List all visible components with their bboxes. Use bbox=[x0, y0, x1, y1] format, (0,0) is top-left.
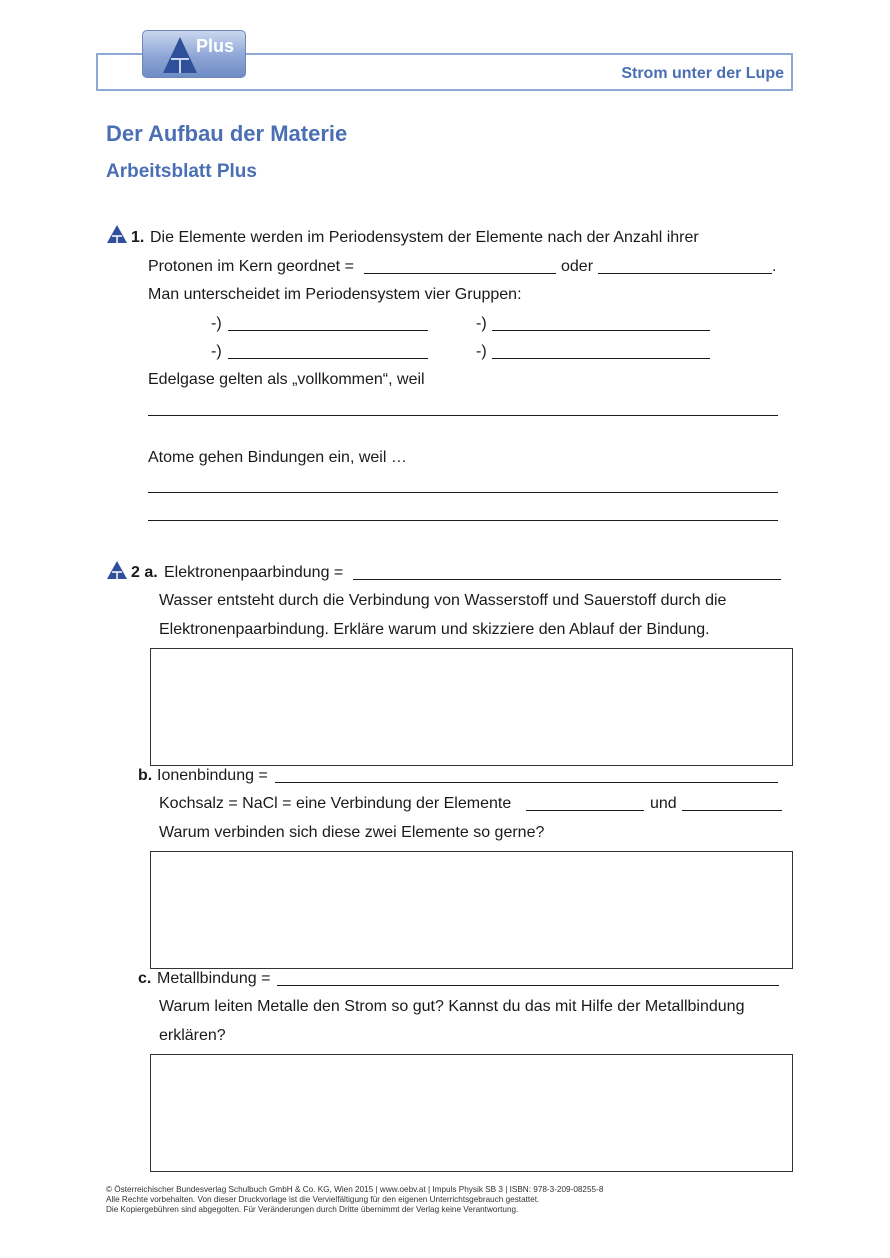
q1-line1: Die Elemente werden im Periodensystem der Elemente nach der Anzahl ihrer bbox=[150, 229, 699, 246]
element-blank-1[interactable] bbox=[526, 810, 644, 811]
q2b-text1: Kochsalz = NaCl = eine Verbindung der Elemente bbox=[159, 795, 512, 812]
page-title: Der Aufbau der Materie bbox=[106, 121, 348, 146]
q1-number: 1. bbox=[131, 229, 145, 246]
q2c-label: Metallbindung = bbox=[157, 970, 271, 987]
footer-line-2: Alle Rechte vorbehalten. Von dieser Druckvorlage ist die Vervielfältigung für den eigenen Unterrichtsgebrauch gestattet. bbox=[106, 1195, 540, 1204]
covalent-sketch-box[interactable] bbox=[150, 648, 793, 766]
logo-text: Plus bbox=[196, 36, 235, 56]
group-blank-1[interactable] bbox=[228, 330, 428, 331]
page-subtitle: Arbeitsblatt Plus bbox=[106, 161, 257, 182]
ionic-blank[interactable] bbox=[275, 782, 778, 783]
q2c-text1: Warum leiten Metalle den Strom so gut? Kannst du das mit Hilfe der Metallbindung bbox=[159, 998, 745, 1015]
q2a-text1: Wasser entsteht durch die Verbindung von Wasserstoff und Sauerstoff durch die bbox=[159, 592, 727, 609]
noble-answer-line[interactable] bbox=[148, 415, 778, 416]
group-blank-4[interactable] bbox=[492, 358, 710, 359]
metallic-blank[interactable] bbox=[277, 985, 779, 986]
q2a-number: 2 a. bbox=[131, 564, 158, 581]
q2b-text2: Warum verbinden sich diese zwei Elemente so gerne? bbox=[159, 824, 545, 841]
bonds-answer-line-1[interactable] bbox=[148, 492, 778, 493]
covalent-blank[interactable] bbox=[353, 579, 781, 580]
group-blank-2[interactable] bbox=[492, 330, 710, 331]
group-dash-1: -) bbox=[211, 315, 222, 332]
q2a-label: Elektronenpaarbindung = bbox=[164, 564, 344, 581]
q1-line2-end: . bbox=[772, 258, 777, 275]
bonds-answer-line-2[interactable] bbox=[148, 520, 778, 521]
element-blank-2[interactable] bbox=[682, 810, 782, 811]
q1-line2-pre: Protonen im Kern geordnet = bbox=[148, 258, 354, 275]
protons-blank-2[interactable] bbox=[598, 273, 772, 274]
group-dash-4: -) bbox=[476, 343, 487, 360]
protons-blank-1[interactable] bbox=[364, 273, 556, 274]
metallic-answer-box[interactable] bbox=[150, 1054, 793, 1172]
header-title: Strom unter der Lupe bbox=[621, 65, 784, 82]
footer-line-3: Die Kopiergebühren sind abgegolten. Für Veränderungen durch Dritte übernimmt der Verlag keine Verantwortung. bbox=[106, 1205, 519, 1214]
footer-line-1: © Österreichischer Bundesverlag Schulbuch GmbH & Co. KG, Wien 2015 | www.oebv.at | Impuls Physik SB 3 | ISBN: 978-3-209-08255-8 bbox=[106, 1185, 604, 1194]
q2b-label: Ionenbindung = bbox=[157, 767, 268, 784]
q1-line2-or: oder bbox=[561, 258, 594, 275]
q2a-text2: Elektronenpaarbindung. Erkläre warum und skizziere den Ablauf der Bindung. bbox=[159, 621, 710, 638]
plus-logo bbox=[142, 30, 246, 78]
plus-triangle-icon bbox=[106, 224, 128, 244]
q2b-and: und bbox=[650, 795, 677, 812]
plus-triangle-icon bbox=[106, 560, 128, 580]
q2c-number: c. bbox=[138, 970, 152, 987]
footer bbox=[106, 1185, 603, 1215]
group-dash-3: -) bbox=[211, 343, 222, 360]
q1-noble-gases: Edelgase gelten als „vollkommen“, weil bbox=[148, 371, 425, 388]
ionic-answer-box[interactable] bbox=[150, 851, 793, 969]
q1-bonds: Atome gehen Bindungen ein, weil … bbox=[148, 449, 407, 466]
group-blank-3[interactable] bbox=[228, 358, 428, 359]
q2c-text2: erklären? bbox=[159, 1027, 226, 1044]
q2b-number: b. bbox=[138, 767, 153, 784]
group-dash-2: -) bbox=[476, 315, 487, 332]
q1-line3: Man unterscheidet im Periodensystem vier Gruppen: bbox=[148, 286, 522, 303]
